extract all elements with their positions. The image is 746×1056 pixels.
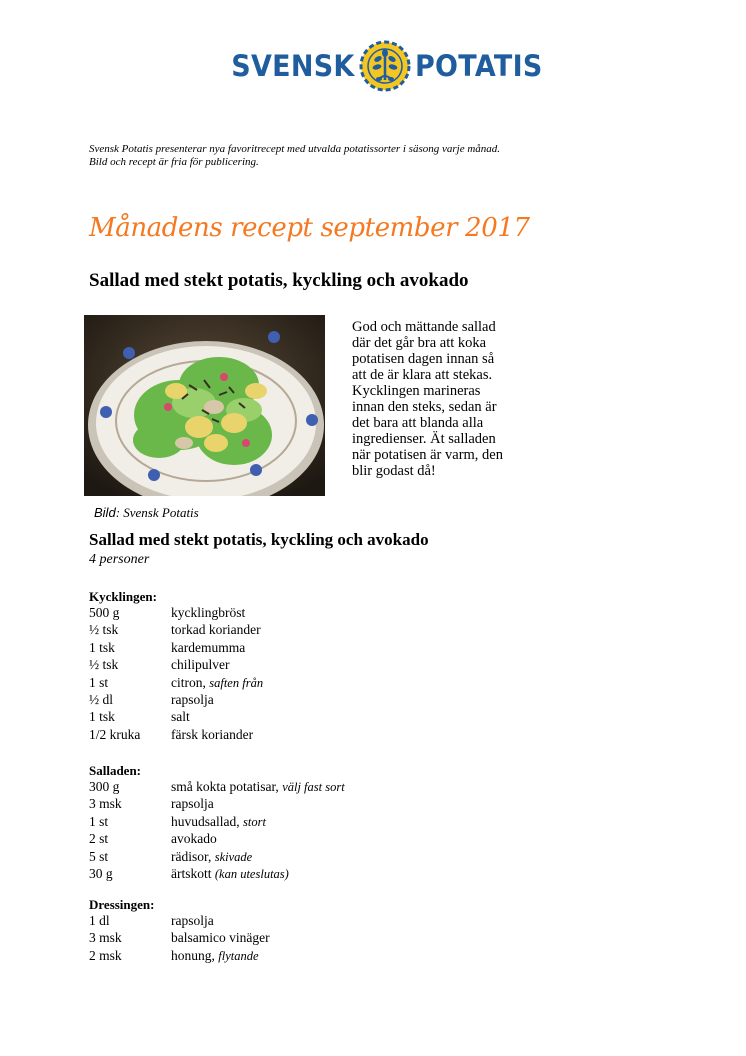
description-line: innan den steks, sedan är [352,399,497,415]
ingredient-qty: ½ dl [89,691,114,707]
ingredient-row [89,674,589,691]
ingredient-name: kycklingbröst [171,605,246,620]
description-line: där det går bra att koka [352,335,487,351]
ingredient-note: (kan uteslutas) [214,866,289,881]
description-line: Kycklingen marineras [352,383,481,399]
description-line: när potatisen är varm, den [352,447,503,463]
description-line: ingredienser. Ät salladen [352,431,496,447]
intro-line-2: Bild och recept är fria för publicering. [89,156,259,168]
ingredient-qty: 2 st [89,831,109,847]
ingredient-row [89,795,589,812]
description-line: God och mättande sallad [352,319,496,335]
ingredient-qty: 1 st [89,813,109,829]
ingredient-name: avokado [171,831,217,847]
ingredient-note: saften från [209,675,264,690]
potato-plant-emblem-icon [359,40,411,92]
ingredient-row [89,708,589,725]
ingredient-row [89,621,589,638]
ingredient-qty: 1 tsk [89,709,115,725]
ingredient-row [89,691,589,708]
ingredient-name: rapsolja [171,691,214,707]
ingredient-name: citron, [171,674,210,690]
section-heading: Salladen: [89,763,142,778]
ingredient-section-salad [89,763,589,882]
ingredient-row [89,848,589,865]
ingredient-name: små kokta potatisar, [171,779,283,794]
ingredient-name: balsamico vinäger [171,930,270,946]
ingredient-qty: 5 st [89,848,109,864]
ingredient-name: färsk koriander [171,726,254,742]
ingredient-name: rapsolja [171,796,214,812]
ingredient-qty: 2 msk [89,947,122,963]
ingredient-name: kardemumma [171,639,246,655]
ingredient-row [89,912,589,929]
ingredient-name: rapsolja [171,913,214,928]
svensk-potatis-logo [222,40,552,92]
description-line: blir godast då! [352,463,436,479]
description-line: att de är klara att stekas. [352,367,493,383]
ingredient-qty: ½ tsk [89,657,119,673]
ingredient-row [89,929,589,946]
recipe-description [352,319,542,479]
month-recipe-title: Månadens recept september 2017 [89,213,530,243]
ingredient-note: flytande [218,948,259,963]
ingredient-qty: 1 dl [89,913,110,928]
intro-line-1: Svensk Potatis presenterar nya favoritrecept med utvalda potatissorter i säsong varje månad. [89,143,501,155]
recipe-subtitle: Sallad med stekt potatis, kyckling och avokado [89,530,429,549]
ingredient-name: chilipulver [171,657,230,673]
ingredient-name: honung, [171,947,219,963]
section-heading: Kycklingen: [89,589,157,604]
ingredient-note: stort [243,814,266,829]
ingredient-row [89,726,589,743]
ingredient-row [89,604,589,621]
caption-credit: : Svensk Potatis [115,505,199,520]
ingredient-row [89,656,589,673]
description-line: potatisen dagen innan så [352,351,495,367]
ingredient-qty: ½ tsk [89,622,119,638]
ingredient-qty: 300 g [89,779,120,794]
servings: 4 personer [89,552,150,567]
ingredient-note: välj fast sort [282,780,345,794]
ingredient-qty: 1 tsk [89,639,115,655]
ingredient-row [89,830,589,847]
ingredient-note: skivade [214,849,253,864]
photo-caption [94,505,199,521]
salad-photo [84,315,325,496]
ingredient-qty: 30 g [89,865,113,881]
ingredient-section-dressing [89,897,589,964]
ingredient-name: huvudsallad, [171,813,243,829]
ingredient-name: rädisor, [171,848,215,864]
ingredient-row [89,947,589,964]
description-line: det bara att blanda alla [352,415,484,431]
ingredient-name: ärtskott [171,865,215,881]
ingredient-qty: 1 st [89,674,109,690]
ingredient-row [89,865,589,882]
intro-text [89,143,689,169]
logo-word-left: SVENSK [231,49,355,83]
ingredient-row [89,778,589,795]
ingredient-name: torkad koriander [171,622,261,638]
ingredient-name: salt [171,709,190,725]
ingredient-qty: 3 msk [89,796,122,812]
ingredient-qty: 500 g [89,605,120,620]
ingredient-section-chicken [89,589,589,743]
ingredient-row [89,639,589,656]
logo-word-right: POTATIS [414,49,543,83]
ingredient-row [89,813,589,830]
caption-prefix: Bild [94,505,116,520]
recipe-title: Sallad med stekt potatis, kyckling och avokado [89,270,469,291]
ingredient-qty: 1/2 kruka [89,726,141,742]
ingredient-qty: 3 msk [89,930,122,946]
section-heading: Dressingen: [89,897,155,912]
